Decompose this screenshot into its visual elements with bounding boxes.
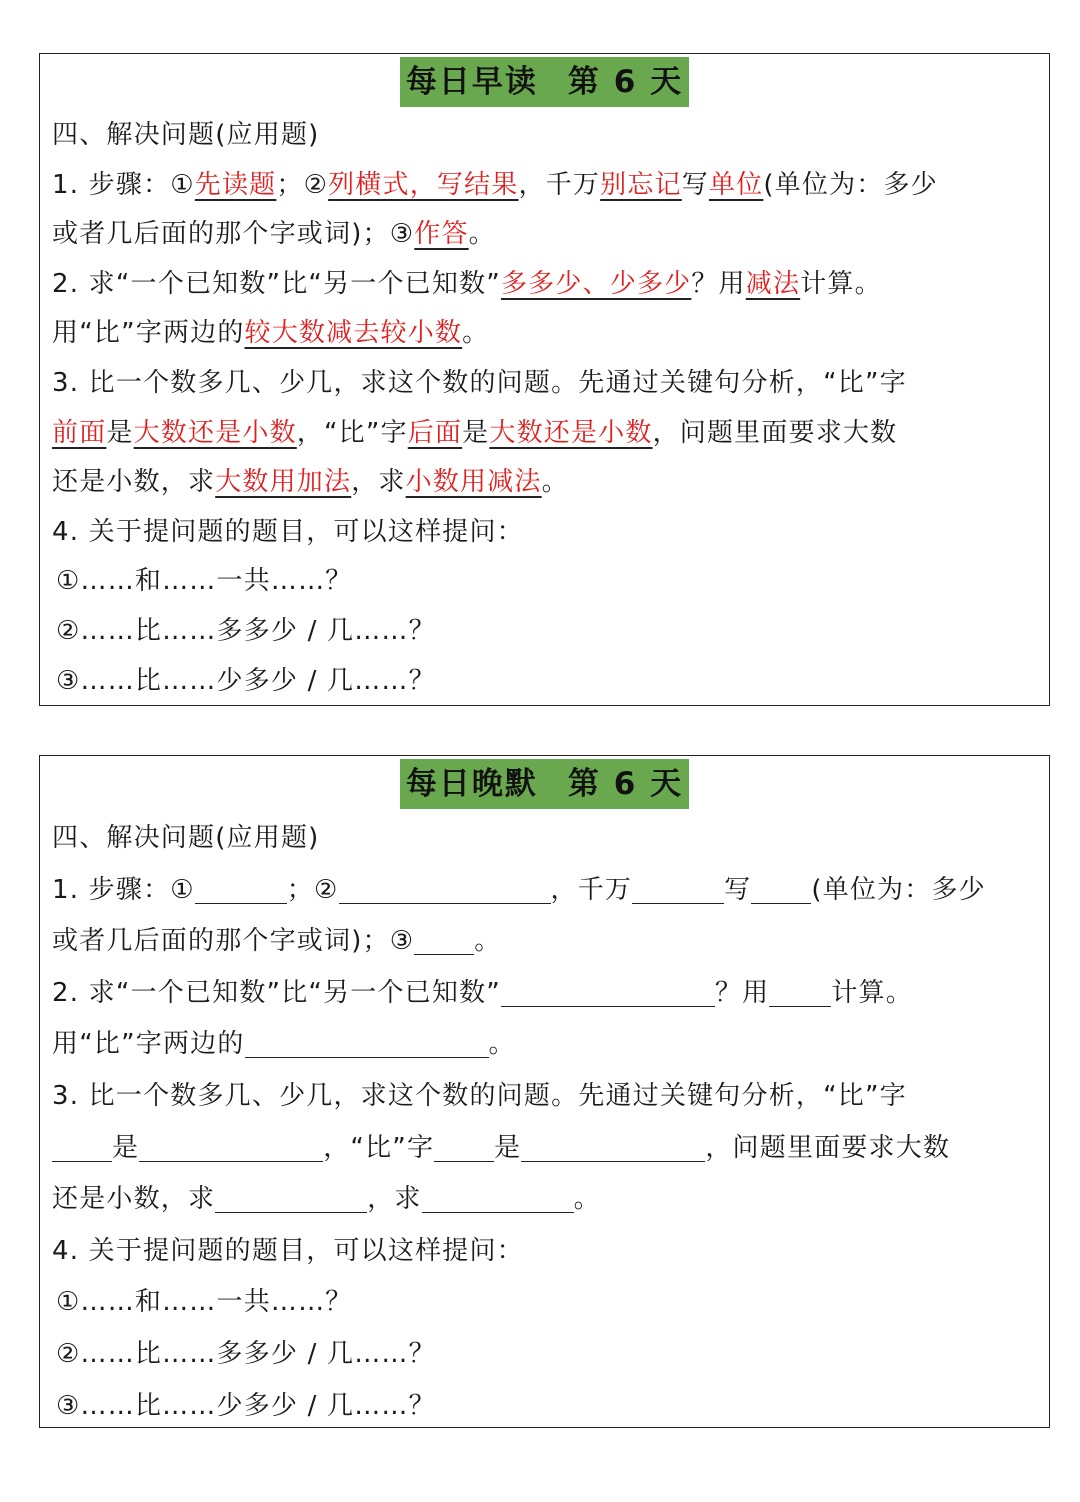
question-pattern-1: ①……和……一共……？ xyxy=(56,566,353,597)
answer-more-less: 多多少、少多少 xyxy=(500,268,692,299)
blank-larger-minus-smaller[interactable] xyxy=(245,1027,489,1058)
blank-back[interactable] xyxy=(434,1131,494,1162)
blank-respond[interactable] xyxy=(414,924,474,955)
rule-3-line-1: 3. 比一个数多几、少几，求这个数的问题。先通过关键句分析，“比”字 xyxy=(52,1080,907,1111)
morning-reading-card xyxy=(39,53,1050,706)
section-heading: 四、解决问题(应用题) xyxy=(52,120,320,150)
question-pattern-3: ③……比……少多少 / 几……？ xyxy=(56,665,436,696)
rule-4-line: 4. 关于提问题的题目，可以这样提问： xyxy=(52,516,524,547)
blank-dont-forget[interactable] xyxy=(632,873,724,904)
answer-dont-forget: 别忘记 xyxy=(600,169,682,200)
question-pattern-2: ②……比……多多少 / 几……？ xyxy=(56,1338,436,1369)
evening-title: 每日晚默 第 6 天 xyxy=(400,759,689,809)
rule-3-line-3: 还是小数，求大数用加法，求小数用减法。 xyxy=(52,467,569,498)
rule-2-line-1: 2. 求“一个已知数”比“另一个已知数”多多少、少多少？用减法计算。 xyxy=(52,268,882,299)
answer-unit: 单位 xyxy=(708,169,764,200)
blank-big-or-small-2[interactable] xyxy=(521,1131,705,1162)
rule-3-line-2: 前面是大数还是小数，“比”字后面是大数还是小数，问题里面要求大数 xyxy=(52,417,898,448)
blank-big-addition[interactable] xyxy=(215,1182,367,1213)
blank-unit[interactable] xyxy=(751,873,811,904)
rule-3-line-1: 3. 比一个数多几、少几，求这个数的问题。先通过关键句分析，“比”字 xyxy=(52,367,907,398)
blank-big-or-small-1[interactable] xyxy=(139,1131,323,1162)
rule-4-line: 4. 关于提问题的题目，可以这样提问： xyxy=(52,1235,524,1266)
question-pattern-2: ②……比……多多少 / 几……？ xyxy=(56,615,436,646)
question-pattern-3: ③……比……少多少 / 几……？ xyxy=(56,1390,436,1421)
answer-respond: 作答 xyxy=(414,219,469,250)
blank-read-question[interactable] xyxy=(195,873,287,904)
rule-2-line-2: 用“比”字两边的 。 xyxy=(52,1029,516,1060)
evening-dictation-card xyxy=(39,755,1050,1428)
answer-back: 后面 xyxy=(407,417,463,448)
answer-big-addition: 大数用加法 xyxy=(215,467,352,498)
answer-small-subtraction: 小数用减法 xyxy=(405,467,542,498)
rule-3-line-3: 还是小数，求 ，求 。 xyxy=(52,1184,601,1215)
section-heading: 四、解决问题(应用题) xyxy=(52,823,320,853)
answer-big-or-small-1: 大数还是小数 xyxy=(133,417,297,448)
answer-write-equation: 列横式，写结果 xyxy=(328,169,519,200)
blank-write-equation[interactable] xyxy=(339,873,551,904)
step-line-1: 1. 步骤：① ；② ，千万 写 (单位为：多少 xyxy=(52,874,986,905)
morning-title: 每日早读 第 6 天 xyxy=(400,57,689,107)
rule-2-line-1: 2. 求“一个已知数”比“另一个已知数” ？用 计算。 xyxy=(52,977,913,1008)
blank-front[interactable] xyxy=(52,1131,112,1162)
answer-big-or-small-2: 大数还是小数 xyxy=(489,417,653,448)
step-line-2: 或者几后面的那个字或词)；③ 。 xyxy=(52,926,502,957)
question-pattern-1: ①……和……一共……？ xyxy=(56,1287,353,1318)
answer-front: 前面 xyxy=(52,417,107,448)
step-line-1: 1. 步骤：①先读题；②列横式，写结果，千万别忘记写单位(单位为：多少 xyxy=(52,169,938,200)
rule-2-line-2: 用“比”字两边的较大数减去较小数。 xyxy=(52,318,490,349)
answer-subtraction: 减法 xyxy=(745,268,801,299)
rule-3-line-2: 是 ，“比”字 是 ，问题里面要求大数 xyxy=(52,1123,1037,1175)
blank-small-subtraction[interactable] xyxy=(422,1182,574,1213)
step-line-2: 或者几后面的那个字或词)；③作答。 xyxy=(52,219,496,250)
answer-read-question: 先读题 xyxy=(194,169,277,200)
answer-larger-minus-smaller: 较大数减去较小数 xyxy=(244,318,463,349)
blank-subtraction[interactable] xyxy=(769,976,831,1007)
blank-more-less[interactable] xyxy=(501,976,715,1007)
